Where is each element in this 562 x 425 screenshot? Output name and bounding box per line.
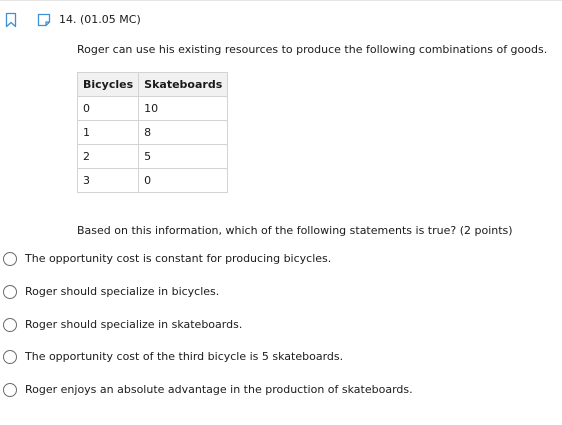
answer-choice-1[interactable] (3, 250, 331, 268)
radio-button[interactable] (3, 318, 17, 332)
table-cell: 10 (139, 97, 228, 121)
answer-choice-label: Roger should specialize in skateboards. (25, 318, 243, 331)
production-table (77, 72, 228, 193)
answer-choice-4[interactable] (3, 348, 343, 366)
table-row (78, 121, 228, 145)
table-cell: 5 (139, 145, 228, 169)
table-cell: 2 (78, 145, 139, 169)
table-header-row (78, 73, 228, 97)
radio-button[interactable] (3, 285, 17, 299)
column-header-bicycles: Bicycles (78, 73, 139, 97)
question-prompt: Roger can use his existing resources to produce the following combinations of goods. (77, 43, 548, 56)
table-row (78, 169, 228, 193)
table-cell: 0 (139, 169, 228, 193)
table-row (78, 97, 228, 121)
question-ask: Based on this information, which of the following statements is true? (2 points) (77, 224, 513, 237)
radio-button[interactable] (3, 252, 17, 266)
answer-choice-2[interactable] (3, 283, 219, 301)
table-cell: 0 (78, 97, 139, 121)
answer-choice-label: The opportunity cost of the third bicycle is 5 skateboards. (25, 350, 344, 363)
bookmark-icon[interactable] (3, 12, 19, 28)
radio-button[interactable] (3, 350, 17, 364)
table-cell: 1 (78, 121, 139, 145)
table-cell: 3 (78, 169, 139, 193)
answer-choice-label: Roger should specialize in bicycles. (25, 285, 220, 298)
answer-choice-label: The opportunity cost is constant for producing bicycles. (25, 252, 332, 265)
note-icon[interactable] (36, 12, 52, 28)
answer-choice-3[interactable] (3, 316, 242, 334)
top-divider (0, 0, 562, 1)
radio-button[interactable] (3, 383, 17, 397)
table-row (78, 145, 228, 169)
column-header-skateboards: Skateboards (139, 73, 228, 97)
answer-choice-5[interactable] (3, 381, 413, 399)
table-cell: 8 (139, 121, 228, 145)
question-number: 14. (01.05 MC) (59, 13, 141, 26)
answer-choice-label: Roger enjoys an absolute advantage in the production of skateboards. (25, 383, 413, 396)
